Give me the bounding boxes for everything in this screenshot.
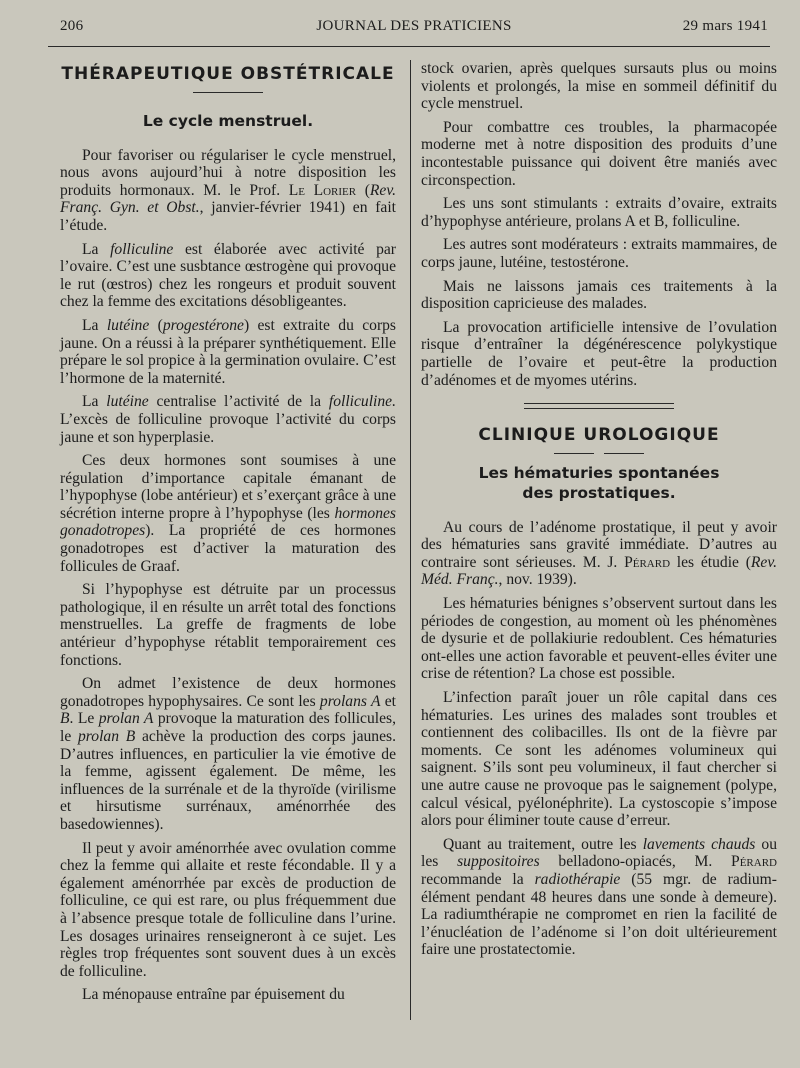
column-divider [410, 60, 411, 1020]
paragraph: On admet l’existence de deux hormones gonadotropes hypophysaires. Ce sont les prolans A et B. Le prolan A provoque la maturation des follicules, le prolan B achève la production des corps jaunes. D’autres influences, en particulier la vie émotive de la femme, agissent également. De même, les influences de la surrénale et de la thyroïde (virilisme et hirsutisme surrénaux, aménorrhée des basedowiennes). [60, 675, 396, 833]
page-header [60, 18, 768, 44]
right-column [421, 60, 777, 965]
header-rule [48, 46, 770, 47]
issue-date: 29 mars 1941 [682, 18, 768, 34]
paragraph: Pour favoriser ou régulariser le cycle menstruel, nous avons aujourd’hui à notre disposition les produits hormonaux. M. le Prof. Le Lorier (Rev. Franç. Gyn. et Obst., janvier-février 1941) en fait l’étude. [60, 146, 396, 234]
paragraph: Les autres sont modérateurs : extraits mammaires, de corps jaune, lutéine, testostérone. [421, 236, 777, 271]
article-title-menstrual-cycle: Le cycle menstruel. [142, 111, 314, 130]
left-column [60, 60, 396, 1010]
paragraph: Mais ne laissons jamais ces traitements à la disposition capricieuse des malades. [421, 277, 777, 313]
citation-source: Rev. Méd. Franç. [421, 553, 777, 589]
paragraph: Si l’hypophyse est détruite par un processus pathologique, il en résulte un arrêt total des fonctions menstruelles. La greffe de fragments de lobe antérieur d’hypophyse rétablit temporairement ces fonctions. [60, 581, 396, 669]
page-number: 206 [60, 18, 84, 34]
title-rule [193, 92, 263, 93]
paragraph: Les uns sont stimulants : extraits d’ovaire, extraits d’hypophyse antérieure, prolans A et B, folliculine. [421, 195, 777, 230]
paragraph: La lutéine centralise l’activité de la folliculine. L’excès de folliculine provoque l’activité du corps jaune et son hyperplasie. [60, 393, 396, 446]
paragraph: Ces deux hormones sont soumises à une régulation d’importance capitale émanant de l’hypophyse (lobe antérieur) et s’exerçant grâce à une sécrétion interne propre à l’hypophyse (les hormones gonadotropes). La propriété de ces hormones gonadotropes est d’activer la maturation des follicules de Graaf. [60, 452, 396, 575]
section-separator [524, 403, 674, 409]
paragraph: La folliculine est élaborée avec activité par l’ovaire. C’est une susbtance œstrogène qui provoque le rut (œstros) chez les rongeurs et produit souvent chez la femme des excitations désobligeantes. [60, 240, 396, 311]
journal-title: JOURNAL DES PRATICIENS [316, 18, 512, 34]
paragraph: La provocation artificielle intensive de l’ovulation risque d’entraîner la dégénérescence polykystique partielle de l’ovaire et peut-être la production d’adénomes et de myomes utérins. [421, 318, 777, 389]
section-title-urology: CLINIQUE UROLOGIQUE [478, 425, 720, 446]
section-title-obstetrics: THÉRAPEUTIQUE OBSTÉTRICALE [61, 64, 395, 84]
paragraph: Au cours de l’adénome prostatique, il peut y avoir des hématuries sans gravité immédiate. D’autres au contraire sont sérieuses. M. J. Pérard les étudie (Rev. Méd. Franç., nov. 1939). [421, 518, 777, 589]
citation-source: Rev. Franç. Gyn. et Obst. [60, 181, 396, 217]
paragraph: Les hématuries bénignes s’observent surtout dans les périodes de congestion, au moment où les phénomènes de dysurie et de pollakiurie redoublent. Ces hématuries ont-elles une action favorable et peuvent-elles éviter une crise de rétention? La chose est possible. [421, 595, 777, 683]
paragraph: Il peut y avoir aménorrhée avec ovulation comme chez la femme qui allaite et reste fécondable. Il y a également aménorrhée par excès de production de folliculine, ce qui est rare, ou plus fréquemment due à l’absence presque totale de folliculine dans l’urine. Les dosages urinaires renseigneront à ce sujet. Les règles trop fréquentes sont souvent dues à un excès de folliculine. [60, 839, 396, 980]
author-name: Pérard [624, 553, 671, 571]
paragraph: Pour combattre ces troubles, la pharmacopée moderne met à notre disposition des produits d’une incontestable puissance qui doivent être maniés avec circonspection. [421, 118, 777, 189]
paragraph: La lutéine (progestérone) est extraite du corps jaune. On a réussi à la préparer synthétiquement. Elle prépare le sol propice à la germination ovulaire. C’est l’hormone de la maternité. [60, 316, 397, 387]
author-name: Le Lorier [288, 181, 357, 199]
paragraph: Quant au traitement, outre les lavements chauds ou les suppositoires belladono-opiacés, M. Pérard recommande la radiothérapie (55 mgr. de radium-élément pendant 48 heures dans une sonde à demeure). La radiumthérapie ne compromet en rien la facilité de l’énucléation de l’adénome si l’on doit ultérieurement faire une prostatectomie. [421, 835, 777, 959]
paragraph: stock ovarien, après quelques sursauts plus ou moins violents et prolongés, la mise en sommeil définitif du cycle menstruel. [421, 60, 777, 113]
paragraph: L’infection paraît jouer un rôle capital dans ces hématuries. Les urines des malades sont troubles et contiennent des colibacilles. Ils ont de la fièvre par moments. Ce sont les adénomes volumineux qui saignent. S’ils sont peu volumineux, il faut chercher si une autre cause ne provoque pas le saignement (polype, calcul vésical, pyélonéphrite). La cystoscopie s’impose alors pour éliminer toute cause d’erreur. [421, 689, 777, 830]
paragraph: La ménopause entraîne par épuisement du [82, 986, 345, 1004]
article-title-hematuria: Les hématuries spontanées des prostatiques. [478, 463, 720, 502]
author-name: Pérard [731, 853, 777, 871]
